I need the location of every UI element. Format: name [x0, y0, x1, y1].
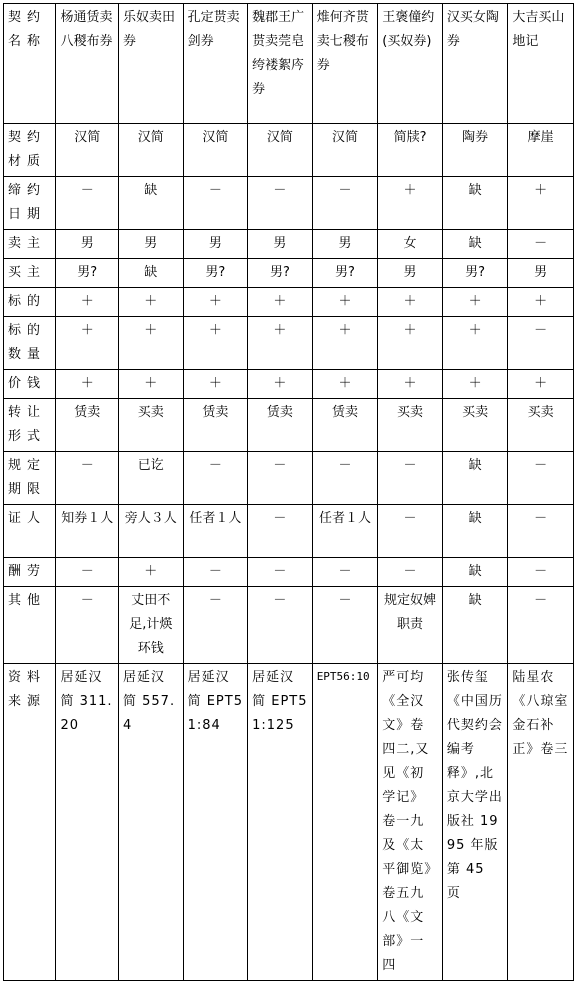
table-cell: ＋: [508, 370, 574, 399]
table-cell: 男?: [442, 259, 508, 288]
table-cell: 任者１人: [312, 505, 378, 558]
table-cell: －: [312, 177, 378, 230]
table-cell: 赁卖: [248, 399, 313, 452]
table-cell: ＋: [248, 370, 313, 399]
table-cell: ＋: [378, 177, 443, 230]
table-row: [4, 664, 574, 981]
table-cell: 杨通赁卖八稯布券: [56, 4, 119, 124]
table-cell: 缺: [442, 452, 508, 505]
table-cell: 丈田不足,计煐环钱: [119, 587, 184, 664]
table-cell: ＋: [508, 288, 574, 317]
table-row: [4, 259, 574, 288]
table-cell: 任者１人: [183, 505, 248, 558]
table-cell: 孔定贳卖剑券: [183, 4, 248, 124]
table-cell: 买卖: [119, 399, 184, 452]
table-cell: 居延汉简 EPT51:125: [248, 664, 313, 981]
table-cell: －: [508, 587, 574, 664]
table-cell: 缺: [119, 177, 184, 230]
table-row: [4, 399, 574, 452]
table-cell: ＋: [56, 288, 119, 317]
table-cell: 摩崖: [508, 124, 574, 177]
table-cell: 男: [312, 230, 378, 259]
table-cell: ＋: [119, 317, 184, 370]
table-cell: 已讫: [119, 452, 184, 505]
table-cell: ＋: [183, 317, 248, 370]
table-cell: －: [378, 505, 443, 558]
table-cell: 买卖: [508, 399, 574, 452]
table-cell: －: [248, 177, 313, 230]
table-cell: －: [56, 452, 119, 505]
table-cell: ＋: [378, 370, 443, 399]
table-cell: 规定奴婢职责: [378, 587, 443, 664]
table-cell: 简牍?: [378, 124, 443, 177]
table-cell: ＋: [442, 317, 508, 370]
table-cell: 买卖: [442, 399, 508, 452]
table-cell: －: [183, 558, 248, 587]
table-cell: 张传玺《中国历代契约会编考释》,北京大学出版社 1995 年版第 45 页: [442, 664, 508, 981]
table-cell: －: [312, 452, 378, 505]
table-cell: 居延汉简 311.20: [56, 664, 119, 981]
table-row: [4, 4, 574, 124]
table-row: [4, 317, 574, 370]
table-cell: 赁卖: [312, 399, 378, 452]
table-cell: －: [56, 558, 119, 587]
table-cell: 严可均《全汉文》卷四二,又见《初学记》卷一九及《太平御览》卷五九八《文部》一四: [378, 664, 443, 981]
table-cell: ＋: [183, 288, 248, 317]
table-cell: ＋: [312, 288, 378, 317]
row-header-witness: 证人: [4, 505, 56, 558]
table-cell: 买卖: [378, 399, 443, 452]
table-cell: 缺: [119, 259, 184, 288]
table-cell: 缺: [442, 177, 508, 230]
table-cell: －: [56, 587, 119, 664]
table-cell: 缺: [442, 558, 508, 587]
table-cell: ＋: [248, 317, 313, 370]
table-cell: 赁卖: [183, 399, 248, 452]
table-cell: 男?: [183, 259, 248, 288]
table-cell: －: [183, 177, 248, 230]
table-cell: ＋: [119, 370, 184, 399]
table-cell: 陆星农《八琼室金石补正》卷三: [508, 664, 574, 981]
row-header-transfer-form: 转让形式: [4, 399, 56, 452]
table-cell: －: [248, 587, 313, 664]
table-cell: ＋: [119, 288, 184, 317]
table-cell: 赁卖: [56, 399, 119, 452]
table-cell: 居延汉简 EPT51:84: [183, 664, 248, 981]
table-row: [4, 370, 574, 399]
table-cell: －: [248, 505, 313, 558]
table-cell: －: [378, 558, 443, 587]
row-header-contract-name: 契约名称: [4, 4, 56, 124]
row-header-buyer: 买主: [4, 259, 56, 288]
table-cell: 汉简: [312, 124, 378, 177]
table-cell: －: [248, 452, 313, 505]
table-cell: 女: [378, 230, 443, 259]
table-cell: －: [508, 558, 574, 587]
table-cell: －: [508, 317, 574, 370]
table-cell: ＋: [508, 177, 574, 230]
table-cell: －: [183, 587, 248, 664]
table-row: [4, 177, 574, 230]
row-header-price: 价钱: [4, 370, 56, 399]
table-cell: 大吉买山地记: [508, 4, 574, 124]
table-cell: 男?: [312, 259, 378, 288]
table-cell: 知券１人: [56, 505, 119, 558]
table-cell: 乐奴卖田券: [119, 4, 184, 124]
row-header-deadline: 规定期限: [4, 452, 56, 505]
table-cell: ＋: [248, 288, 313, 317]
table-cell: －: [508, 505, 574, 558]
table-cell: 缺: [442, 230, 508, 259]
table-cell: 男: [508, 259, 574, 288]
table-cell: ＋: [56, 370, 119, 399]
table-cell: 居延汉简 557.4: [119, 664, 184, 981]
table-cell: ＋: [442, 288, 508, 317]
table-cell: ＋: [378, 317, 443, 370]
table-cell: －: [312, 558, 378, 587]
table-cell: EPT56:10: [312, 664, 378, 981]
table-cell: －: [56, 177, 119, 230]
table-cell: 汉简: [248, 124, 313, 177]
table-cell: ＋: [378, 288, 443, 317]
table-row: [4, 558, 574, 587]
table-cell: 汉简: [56, 124, 119, 177]
table-cell: 王褒僮约(买奴券): [378, 4, 443, 124]
table-cell: 缺: [442, 587, 508, 664]
table-row: [4, 587, 574, 664]
table-cell: 焳何齐贳卖七稯布券: [312, 4, 378, 124]
table-cell: ＋: [312, 370, 378, 399]
table-cell: －: [248, 558, 313, 587]
table-cell: 男: [183, 230, 248, 259]
table-cell: ＋: [119, 558, 184, 587]
table-cell: 陶券: [442, 124, 508, 177]
table-cell: ＋: [183, 370, 248, 399]
table-row: [4, 505, 574, 558]
row-header-source: 资料来源: [4, 664, 56, 981]
table-cell: －: [183, 452, 248, 505]
table-cell: 汉简: [119, 124, 184, 177]
row-header-seller: 卖主: [4, 230, 56, 259]
table-row: [4, 230, 574, 259]
table-cell: 男: [248, 230, 313, 259]
table-cell: 男?: [56, 259, 119, 288]
table-cell: －: [508, 230, 574, 259]
table-cell: 男: [56, 230, 119, 259]
table-cell: －: [378, 452, 443, 505]
row-header-material: 契约材质: [4, 124, 56, 177]
table-cell: 汉简: [183, 124, 248, 177]
table-cell: ＋: [56, 317, 119, 370]
row-header-reward: 酬劳: [4, 558, 56, 587]
table-cell: －: [508, 452, 574, 505]
table-row: [4, 124, 574, 177]
table-cell: 魏郡王广贳卖莞皂绔褛絮庈券: [248, 4, 313, 124]
row-header-quantity: 标的数量: [4, 317, 56, 370]
row-header-date: 缔约日期: [4, 177, 56, 230]
table-cell: 男?: [248, 259, 313, 288]
row-header-other: 其他: [4, 587, 56, 664]
table-cell: ＋: [442, 370, 508, 399]
table-row: [4, 452, 574, 505]
row-header-subject: 标的: [4, 288, 56, 317]
table-cell: 旁人３人: [119, 505, 184, 558]
table-cell: 男: [119, 230, 184, 259]
table-cell: 男: [378, 259, 443, 288]
table-cell: 汉买女陶券: [442, 4, 508, 124]
table-row: [4, 288, 574, 317]
contract-comparison-table: [3, 3, 574, 981]
table-cell: 缺: [442, 505, 508, 558]
table-cell: ＋: [312, 317, 378, 370]
table-cell: －: [312, 587, 378, 664]
